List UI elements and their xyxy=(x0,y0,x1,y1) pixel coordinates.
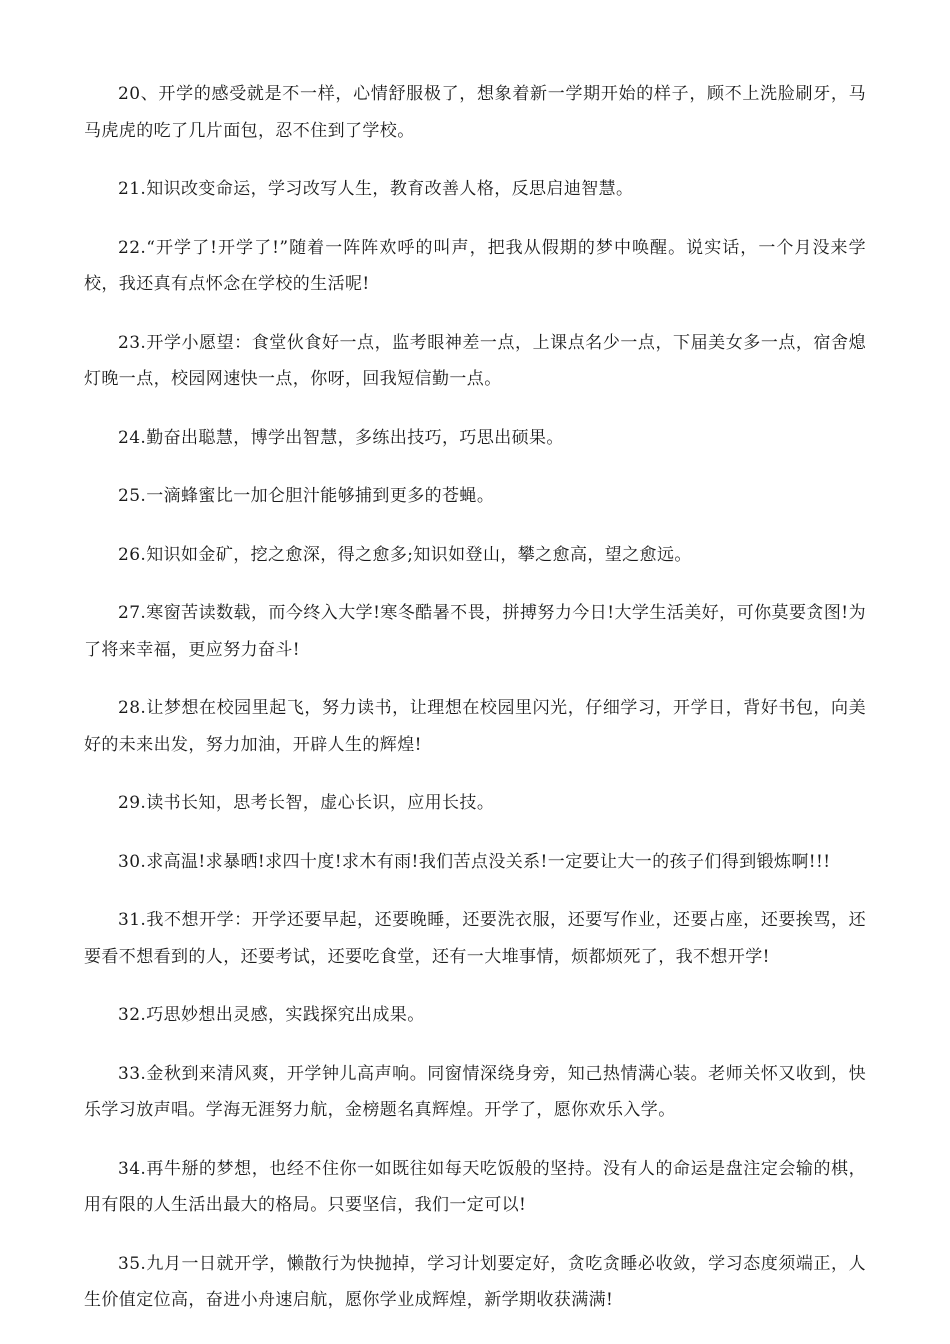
list-item: 23.开学小愿望：食堂伙食好一点，监考眼神差一点，上课点名少一点，下届美女多一点，宿舍熄灯晚一点，校园网速快一点，你呀，回我短信勤一点。 xyxy=(84,332,866,389)
list-item: 34.再牛掰的梦想，也经不住你一如既往如每天吃饭般的坚持。没有人的命运是盘注定会输的棋，用有限的人生活出最大的格局。只要坚信，我们一定可以! xyxy=(84,1158,866,1215)
list-item: 24.勤奋出聪慧，博学出智慧，多练出技巧，巧思出硕果。 xyxy=(118,427,564,448)
list-item: 27.寒窗苦读数载，而今终入大学!寒冬酷暑不畏，拼搏努力今日!大学生活美好，可你莫要贪图!为了将来幸福，更应努力奋斗! xyxy=(84,603,866,660)
list-item: 25.一滴蜂蜜比一加仑胆汁能够捕到更多的苍蝇。 xyxy=(118,486,495,506)
list-item: 20、开学的感受就是不一样，心情舒服极了，想象着新一学期开始的样子，顾不上洗脸刷牙，马马虎虎的吃了几片面包，忍不住到了学校。 xyxy=(84,84,866,141)
list-item: 26.知识如金矿，挖之愈深，得之愈多;知识如登山，攀之愈高，望之愈远。 xyxy=(118,544,692,565)
document-body xyxy=(84,76,866,1341)
list-item: 29.读书长知，思考长智，虚心长识，应用长技。 xyxy=(118,793,495,813)
list-item: 28.让梦想在校园里起飞，努力读书，让理想在校园里闪光，仔细学习，开学日，背好书包，向美好的未来出发，努力加油，开辟人生的辉煌! xyxy=(84,698,866,755)
list-item: 33.金秋到来清风爽，开学钟儿高声响。同窗情深绕身旁，知己热情满心装。老师关怀又收到，快乐学习放声唱。学海无涯努力航，金榜题名真辉煌。开学了，愿你欢乐入学。 xyxy=(84,1063,866,1120)
list-item: 21.知识改变命运，学习改写人生，教育改善人格，反思启迪智慧。 xyxy=(118,179,634,199)
list-item: 35.九月一日就开学，懒散行为快抛掉，学习计划要定好，贪吃贪睡必收敛，学习态度须端正，人生价值定位高，奋进小舟速启航，愿你学业成辉煌，新学期收获满满! xyxy=(84,1253,866,1310)
list-item: 32.巧思妙想出灵感，实践探究出成果。 xyxy=(118,1005,425,1025)
list-item: 22.“开学了!开学了!”随着一阵阵欢呼的叫声，把我从假期的梦中唤醒。说实话，一个月没来学校，我还真有点怀念在学校的生活呢! xyxy=(84,237,866,294)
list-item: 31.我不想开学：开学还要早起，还要晚睡，还要洗衣服，还要写作业，还要占座，还要挨骂，还要看不想看到的人，还要考试，还要吃食堂，还有一大堆事情，烦都烦死了，我不想开学! xyxy=(84,910,866,967)
list-item: 30.求高温!求暴晒!求四十度!求木有雨!我们苦点没关系!一定要让大一的孩子们得到锻炼啊!!! xyxy=(118,851,831,872)
